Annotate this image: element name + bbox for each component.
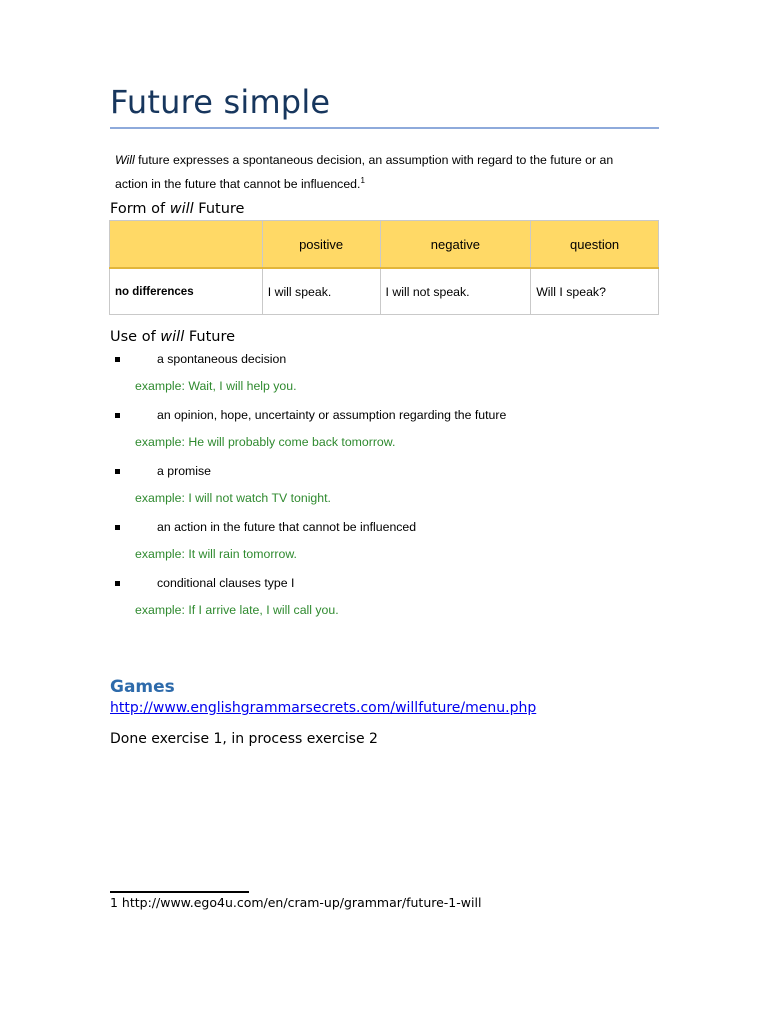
form-heading-post: Future xyxy=(193,201,245,217)
bullet-marker xyxy=(115,581,120,586)
use-item: conditional clauses type I xyxy=(157,576,295,590)
table-cell: Will I speak? xyxy=(531,268,659,315)
use-heading xyxy=(110,329,235,345)
footnote-reference[interactable]: 1 xyxy=(360,175,365,185)
use-example: example: He will probably come back tomorrow. xyxy=(135,435,396,449)
intro-emphasis: Will xyxy=(115,153,135,167)
page-title: Future simple xyxy=(110,83,331,121)
intro-text: future expresses a spontaneous decision, an assumption with regard to the future or an action in the future that cannot be influenced. xyxy=(115,153,614,191)
games-heading: Games xyxy=(110,677,175,697)
bullet-marker xyxy=(115,357,120,362)
form-table xyxy=(109,220,659,315)
form-heading-pre: Form of xyxy=(110,201,170,217)
table-cell: I will not speak. xyxy=(380,268,531,315)
use-example: example: If I arrive late, I will call you. xyxy=(135,603,339,617)
games-link[interactable]: http://www.englishgrammarsecrets.com/willfuture/menu.php xyxy=(110,700,537,716)
bullet-marker xyxy=(115,469,120,474)
use-item: an action in the future that cannot be influenced xyxy=(157,520,417,534)
use-example: example: It will rain tomorrow. xyxy=(135,547,297,561)
use-item: a spontaneous decision xyxy=(157,352,287,366)
use-item: an opinion, hope, uncertainty or assumption regarding the future xyxy=(157,408,507,422)
form-heading xyxy=(110,201,244,217)
title-underline xyxy=(110,127,659,129)
bullet-marker xyxy=(115,413,120,418)
table-row xyxy=(110,268,659,315)
form-heading-emphasis: will xyxy=(169,201,194,217)
table-header-cell: negative xyxy=(380,221,531,269)
bullet-marker xyxy=(115,525,120,530)
intro-paragraph xyxy=(115,150,645,194)
use-example: example: I will not watch TV tonight. xyxy=(135,491,331,505)
use-example: example: Wait, I will help you. xyxy=(135,379,297,393)
table-cell: I will speak. xyxy=(262,268,380,315)
footnote-separator xyxy=(110,891,249,893)
table-header-cell: question xyxy=(531,221,659,269)
exercise-status: Done exercise 1, in process exercise 2 xyxy=(110,731,378,747)
use-heading-post: Future xyxy=(184,329,236,345)
use-heading-emphasis: will xyxy=(160,329,185,345)
use-item: a promise xyxy=(157,464,211,478)
footnote: 1 http://www.ego4u.com/en/cram-up/grammar/future-1-will xyxy=(110,895,482,910)
table-header-row xyxy=(110,221,659,269)
table-row-label: no differences xyxy=(110,268,263,315)
table-header-cell xyxy=(110,221,263,269)
table-header-cell: positive xyxy=(262,221,380,269)
use-heading-pre: Use of xyxy=(110,329,161,345)
